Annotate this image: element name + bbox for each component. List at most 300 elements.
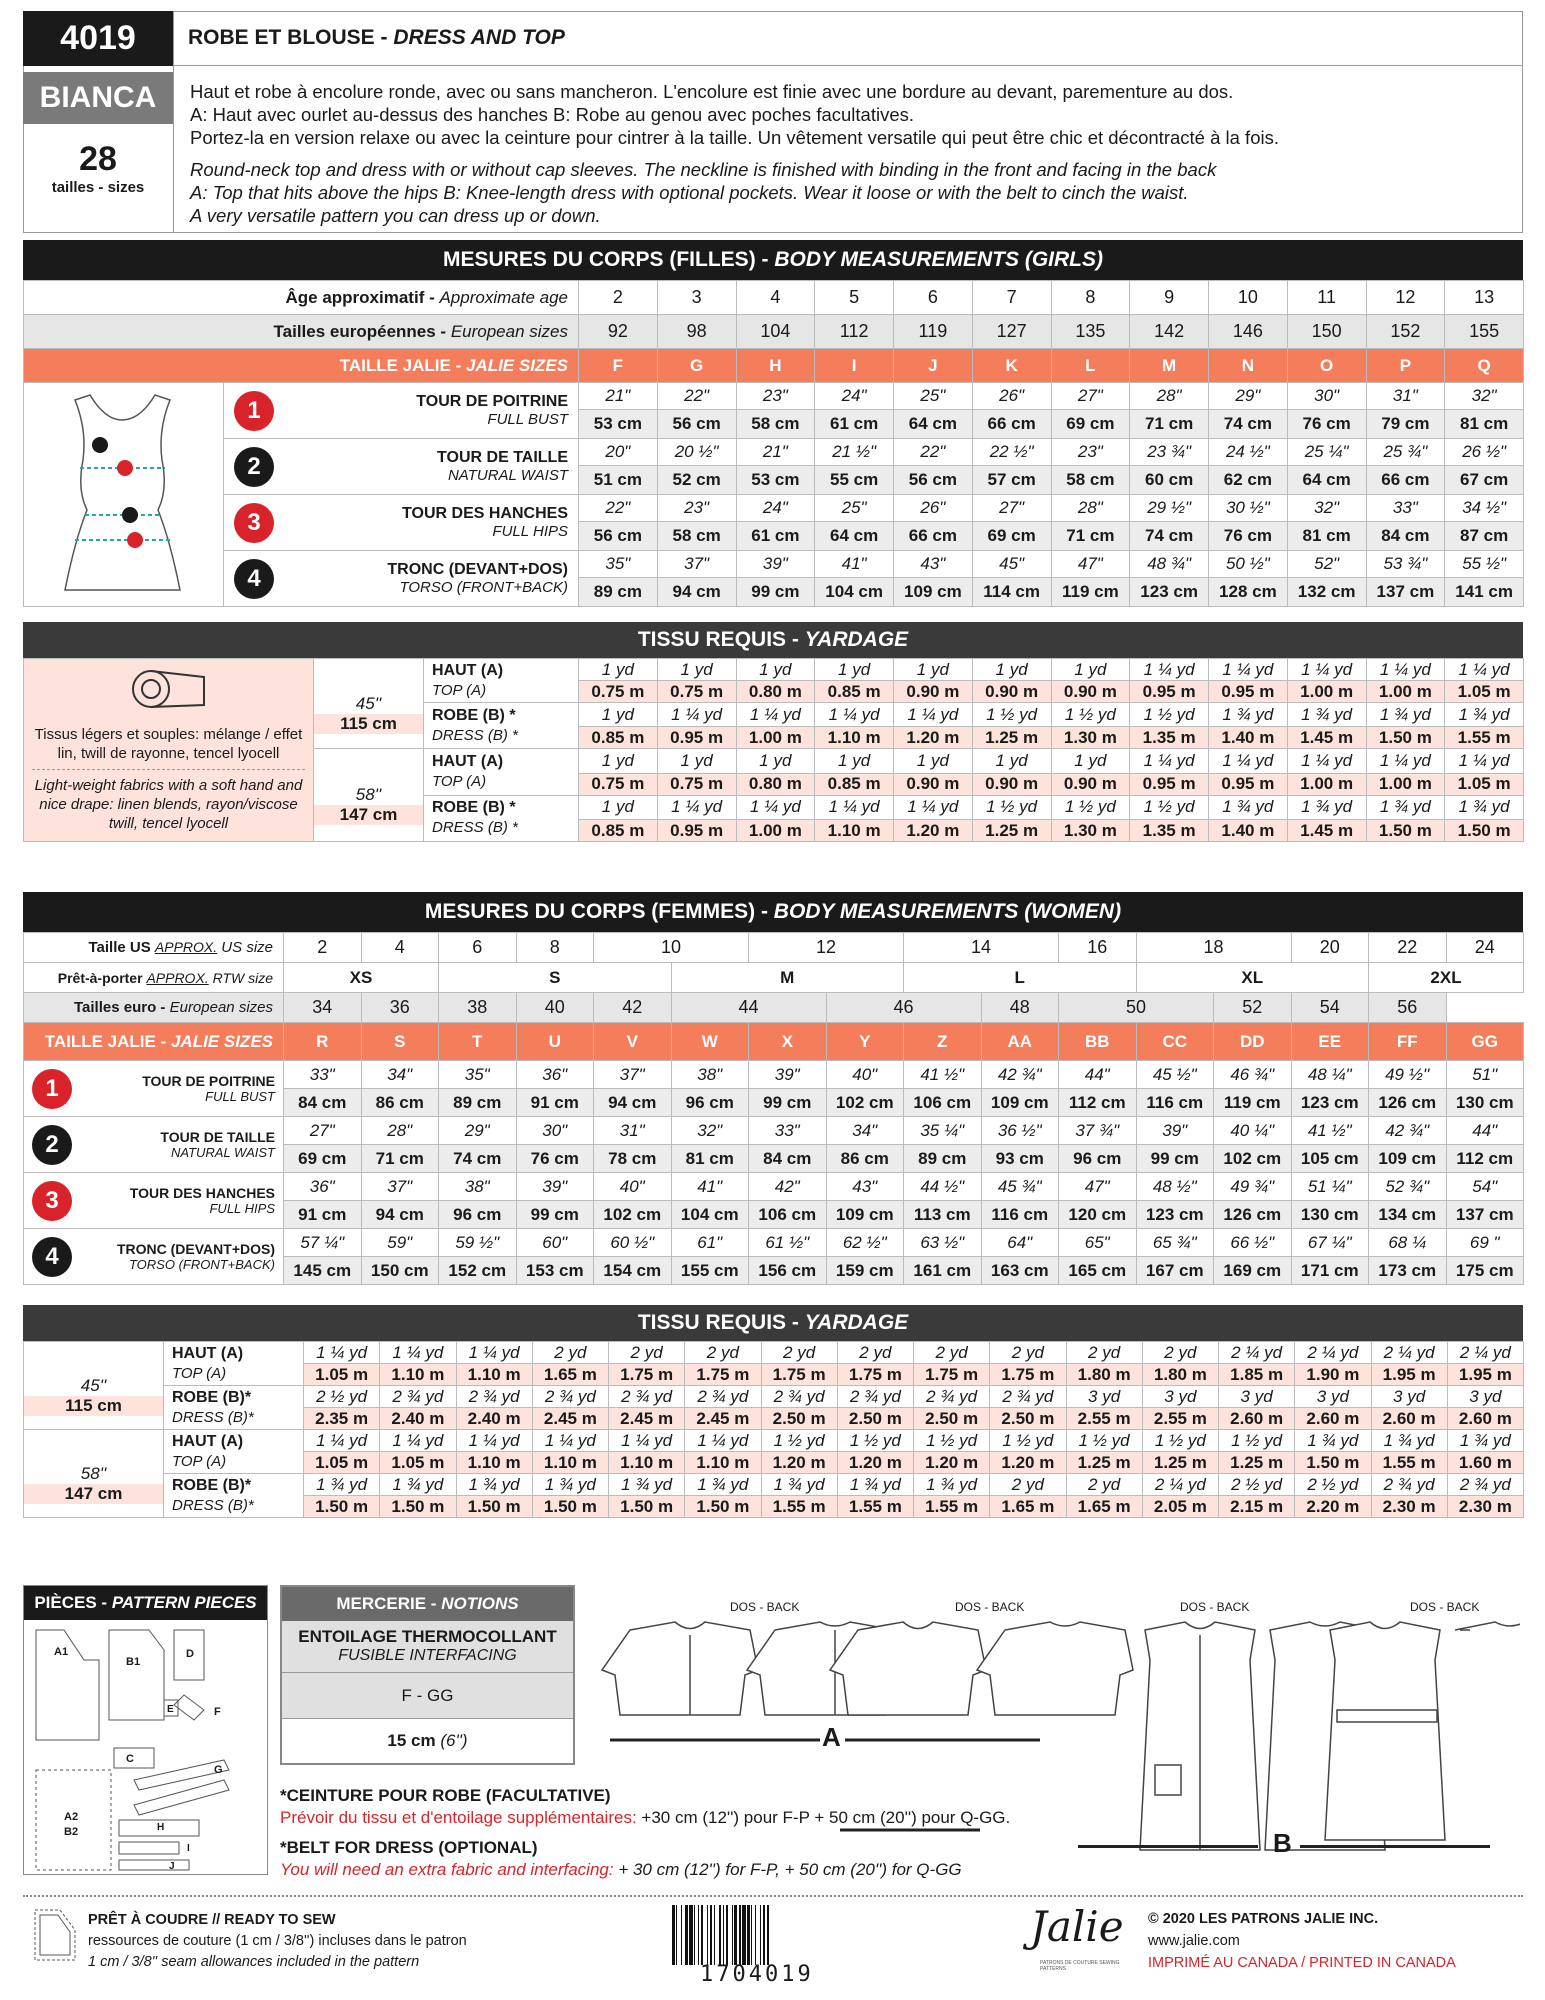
imperial-value: 41 ½" <box>904 1061 982 1089</box>
metric-value: 64 cm <box>894 410 973 439</box>
yardage-metric: 1.90 m <box>1295 1364 1371 1386</box>
metric-value: 141 cm <box>1445 578 1524 607</box>
metric-value: 112 cm <box>1446 1145 1524 1173</box>
us-label-fr: Taille US <box>88 939 155 956</box>
euro-size: 135 <box>1051 315 1130 349</box>
metric-value: 76 cm <box>1209 522 1288 551</box>
metric-value: 169 cm <box>1214 1257 1292 1285</box>
yardage-imperial: 1 ¾ yd <box>914 1474 990 1496</box>
jalie-size: Z <box>904 1023 982 1061</box>
width-inches: 45'' <box>355 693 382 713</box>
imperial-value: 54" <box>1446 1173 1524 1201</box>
euro-size: 146 <box>1209 315 1288 349</box>
jalie-size: I <box>815 349 894 383</box>
yardage-imperial: 1 ¼ yd <box>815 795 894 819</box>
metric-value: 69 cm <box>972 522 1051 551</box>
imperial-value: 25" <box>894 383 973 410</box>
jalie-size: GG <box>1446 1023 1524 1061</box>
metric-value: 159 cm <box>826 1257 904 1285</box>
yardage-metric: 1.10 m <box>532 1452 608 1474</box>
yardage-imperial: 1 yd <box>1051 659 1130 681</box>
jalie-size: S <box>361 1023 439 1061</box>
yardage-metric: 1.60 m <box>1447 1452 1523 1474</box>
metric-value: 102 cm <box>826 1089 904 1117</box>
imperial-value: 30 ½" <box>1209 495 1288 522</box>
metric-value: 74 cm <box>439 1145 517 1173</box>
yardage-metric: 1.20 m <box>761 1452 837 1474</box>
yardage-metric: 1.40 m <box>1209 820 1288 842</box>
metric-value: 116 cm <box>1136 1089 1214 1117</box>
metric-value: 152 cm <box>439 1257 517 1285</box>
rtw-label-en: RTW size <box>208 969 273 986</box>
yardage-imperial: 1 ¾ yd <box>837 1474 913 1496</box>
imperial-value: 21" <box>579 383 658 410</box>
euro-size: 112 <box>815 315 894 349</box>
metric-value: 96 cm <box>1059 1145 1137 1173</box>
yardage-metric: 2.55 m <box>1142 1408 1218 1430</box>
imperial-value: 52" <box>1287 551 1366 578</box>
garment-en: DRESS (B) * <box>432 726 518 744</box>
metric-value: 66 cm <box>894 522 973 551</box>
yardage-imperial: 1 ¼ yd <box>380 1342 456 1364</box>
imperial-value: 66 ½" <box>1214 1229 1292 1257</box>
yardage-metric: 1.35 m <box>1130 727 1209 749</box>
metric-value: 76 cm <box>516 1145 594 1173</box>
euro-size: 92 <box>579 315 658 349</box>
piece-label: G <box>214 1764 223 1776</box>
width-cm: 147 cm <box>314 805 423 825</box>
copyright: © 2020 LES PATRONS JALIE INC. <box>1148 1911 1379 1927</box>
metric-value: 56 cm <box>579 522 658 551</box>
interfacing-en: FUSIBLE INTERFACING <box>338 1647 517 1664</box>
yardage-metric: 0.95 m <box>1209 681 1288 703</box>
jalie-label-fr: TAILLE JALIE - <box>44 1031 171 1051</box>
yardage-metric: 1.20 m <box>914 1452 990 1474</box>
garment-fr: ROBE (B)* <box>172 1476 252 1494</box>
yardage-imperial: 2 ¾ yd <box>914 1386 990 1408</box>
description-fr <box>190 80 1279 149</box>
yardage-imperial: 2 yd <box>837 1342 913 1364</box>
yardage-metric: 0.95 m <box>657 727 736 749</box>
measure-text <box>387 561 568 596</box>
metric-value: 74 cm <box>1130 522 1209 551</box>
euro-size: 42 <box>594 993 672 1023</box>
metric-value: 61 cm <box>736 522 815 551</box>
imperial-value: 28" <box>1130 383 1209 410</box>
yardage-imperial: 1 ¾ yd <box>1287 703 1366 727</box>
yardage-imperial: 3 yd <box>1447 1386 1523 1408</box>
imperial-value: 33" <box>749 1117 827 1145</box>
imperial-value: 61 ½" <box>749 1229 827 1257</box>
imperial-value: 47" <box>1059 1173 1137 1201</box>
metric-value: 173 cm <box>1369 1257 1447 1285</box>
jalie-size: AA <box>981 1023 1059 1061</box>
yardage-imperial: 1 ¼ yd <box>815 703 894 727</box>
women-yardage-title <box>23 1305 1523 1341</box>
yardage-metric: 2.40 m <box>456 1408 532 1430</box>
interfacing-fr: ENTOILAGE THERMOCOLLANT <box>298 1627 557 1646</box>
imperial-value: 32" <box>1287 495 1366 522</box>
imperial-value: 25 ¼" <box>1287 439 1366 466</box>
piece-label: D <box>186 1648 194 1660</box>
metric-value: 89 cm <box>439 1089 517 1117</box>
width-cm: 147 cm <box>24 1484 163 1504</box>
yardage-metric: 1.25 m <box>972 820 1051 842</box>
euro-row <box>24 315 1524 349</box>
yardage-metric: 1.50 m <box>1366 820 1445 842</box>
yardage-imperial: 1 ½ yd <box>914 1430 990 1452</box>
imperial-value: 33" <box>284 1061 362 1089</box>
garment-en: TOP (A) <box>172 1364 227 1382</box>
age-label <box>24 281 579 315</box>
yardage-metric: 1.20 m <box>837 1452 913 1474</box>
yardage-metric: 2.40 m <box>380 1408 456 1430</box>
imperial-value: 43" <box>826 1173 904 1201</box>
yardage-imperial: 2 yd <box>990 1342 1066 1364</box>
seam-icon <box>30 1905 80 1965</box>
yardage-metric: 1.75 m <box>837 1364 913 1386</box>
metric-value: 154 cm <box>594 1257 672 1285</box>
imperial-value: 40 ¼" <box>1214 1117 1292 1145</box>
yardage-metric: 1.25 m <box>1219 1452 1295 1474</box>
metric-value: 52 cm <box>657 466 736 495</box>
piece-label: H <box>157 1822 165 1833</box>
pieces-title-en: PATTERN PIECES <box>111 1593 257 1612</box>
seam-fr: ressources de couture (1 cm / 3/8'') incluses dans le patron <box>88 1933 467 1949</box>
fabric-width-cell <box>314 659 424 749</box>
metric-value: 112 cm <box>1059 1089 1137 1117</box>
imperial-value: 23" <box>657 495 736 522</box>
imperial-value: 47" <box>1051 551 1130 578</box>
imperial-value: 28" <box>361 1117 439 1145</box>
yardage-imperial: 1 ¼ yd <box>1287 749 1366 773</box>
jalie-size: K <box>972 349 1051 383</box>
yardage-imperial: 3 yd <box>1371 1386 1447 1408</box>
metric-value: 175 cm <box>1446 1257 1524 1285</box>
imperial-value: 64" <box>981 1229 1059 1257</box>
yardage-imperial: 2 ¾ yd <box>1371 1474 1447 1496</box>
yardage-metric: 1.50 m <box>532 1496 608 1518</box>
imperial-value: 20 ½" <box>657 439 736 466</box>
metric-value: 76 cm <box>1287 410 1366 439</box>
width-inches: 58'' <box>80 1463 107 1483</box>
imperial-value: 32" <box>1445 383 1524 410</box>
interfacing-sizes: F - GG <box>282 1673 573 1719</box>
yardage-imperial: 1 ¾ yd <box>456 1474 532 1496</box>
yardage-imperial: 1 yd <box>579 749 658 773</box>
yardage-imperial: 1 ½ yd <box>1219 1430 1295 1452</box>
garment-label <box>424 659 579 703</box>
ready-fr: PRÊT À COUDRE // <box>88 1912 225 1928</box>
imperial-value: 21" <box>736 439 815 466</box>
euro-label-fr: Tailles européennes - <box>273 321 451 341</box>
yardage-imperial: 1 ¾ yd <box>1445 703 1524 727</box>
yardage-row <box>24 1430 1524 1452</box>
metric-value: 64 cm <box>815 522 894 551</box>
jalie-size: CC <box>1136 1023 1214 1061</box>
metric-value: 84 cm <box>284 1089 362 1117</box>
age-value: 12 <box>1366 281 1445 315</box>
measure-label <box>224 551 579 607</box>
yardage-imperial: 1 yd <box>736 659 815 681</box>
yardage-imperial: 2 ¼ yd <box>1142 1474 1218 1496</box>
measure-label <box>224 495 579 551</box>
imperial-value: 24" <box>736 495 815 522</box>
euro-size: 40 <box>516 993 594 1023</box>
section-title-en: BODY MEASUREMENTS (GIRLS) <box>774 248 1103 271</box>
imperial-value: 53 ¾" <box>1366 551 1445 578</box>
metric-value: 64 cm <box>1287 466 1366 495</box>
imperial-value: 61" <box>671 1229 749 1257</box>
euro-label <box>24 993 284 1023</box>
width-cm: 115 cm <box>24 1396 163 1416</box>
garment-fr: HAUT (A) <box>432 752 504 770</box>
pieces-title-fr: PIÈCES - <box>34 1593 112 1612</box>
measure-name-fr: TOUR DE POITRINE <box>142 1073 275 1089</box>
yardage-imperial: 2 yd <box>914 1342 990 1364</box>
imperial-value: 63 ½" <box>904 1229 982 1257</box>
garment-fr: HAUT (A) <box>432 661 504 679</box>
desc-fr-line: Portez-la en version relaxe ou avec la ceinture pour cintrer à la taille. Un vêtement versatile qui peut être chic et décontracté à la fois. <box>190 127 1279 148</box>
yardage-metric: 0.90 m <box>1051 773 1130 795</box>
metric-value: 134 cm <box>1369 1201 1447 1229</box>
yardage-imperial: 1 ¼ yd <box>1209 749 1288 773</box>
imperial-value: 68 ¼ <box>1369 1229 1447 1257</box>
yardage-metric: 2.35 m <box>304 1408 380 1430</box>
yardage-metric: 0.75 m <box>657 681 736 703</box>
metric-value: 163 cm <box>981 1257 1059 1285</box>
metric-value: 61 cm <box>815 410 894 439</box>
yardage-metric: 2.50 m <box>761 1408 837 1430</box>
age-value: 13 <box>1445 281 1524 315</box>
age-value: 6 <box>894 281 973 315</box>
imperial-value: 25" <box>815 495 894 522</box>
metric-value: 55 cm <box>815 466 894 495</box>
age-row <box>24 281 1524 315</box>
euro-size: 36 <box>361 993 439 1023</box>
euro-label-en: European sizes <box>450 321 568 341</box>
age-value: 10 <box>1209 281 1288 315</box>
measure-name-fr: TOUR DE TAILLE <box>437 449 568 466</box>
garment-label <box>424 703 579 749</box>
measure-label <box>24 1061 284 1117</box>
belt-extra-fr: Prévoir du tissu et d'entoilage supplémentaires: <box>280 1808 637 1827</box>
imperial-value: 39" <box>736 551 815 578</box>
metric-value: 86 cm <box>361 1089 439 1117</box>
garment-en: TOP (A) <box>172 1452 227 1470</box>
jalie-label-en: JALIE SIZES <box>465 355 568 375</box>
imperial-value: 26" <box>894 495 973 522</box>
garment-label <box>164 1474 304 1518</box>
back-label-b2: DOS - BACK <box>1410 1600 1480 1614</box>
euro-size: 104 <box>736 315 815 349</box>
measure-row <box>24 551 1524 578</box>
imperial-value: 38" <box>439 1173 517 1201</box>
age-value: 5 <box>815 281 894 315</box>
us-size: 22 <box>1369 933 1447 963</box>
age-label-en: Approximate age <box>439 287 568 307</box>
yardage-metric: 1.20 m <box>894 820 973 842</box>
piece-label: C <box>126 1753 134 1765</box>
yardage-imperial: 1 yd <box>972 749 1051 773</box>
yardage-metric: 2.55 m <box>1066 1408 1142 1430</box>
imperial-value: 45" <box>972 551 1051 578</box>
measure-label <box>24 1117 284 1173</box>
euro-size: 98 <box>657 315 736 349</box>
metric-value: 123 cm <box>1130 578 1209 607</box>
imperial-value: 36" <box>284 1173 362 1201</box>
desc-en-line: A very versatile pattern you can dress up or down. <box>190 205 601 226</box>
garment-label <box>164 1430 304 1474</box>
jalie-size: L <box>1051 349 1130 383</box>
measure-name-en: FULL BUST <box>487 411 568 428</box>
metric-value: 102 cm <box>594 1201 672 1229</box>
measure-name-fr: TOUR DE POITRINE <box>416 393 568 410</box>
yardage-imperial: 2 yd <box>685 1342 761 1364</box>
yardage-imperial: 1 yd <box>736 749 815 773</box>
measure-name-en: FULL HIPS <box>492 523 568 540</box>
metric-value: 89 cm <box>579 578 658 607</box>
measure-name-en: TORSO (FRONT+BACK) <box>399 579 568 596</box>
euro-size: 119 <box>894 315 973 349</box>
metric-value: 109 cm <box>981 1089 1059 1117</box>
euro-label-en: European sizes <box>169 999 273 1016</box>
imperial-value: 48 ½" <box>1136 1173 1214 1201</box>
notions-title-fr: MERCERIE - <box>336 1594 442 1613</box>
yardage-metric: 0.90 m <box>972 773 1051 795</box>
yardage-metric: 1.95 m <box>1447 1364 1523 1386</box>
metric-value: 96 cm <box>671 1089 749 1117</box>
rtw-size: M <box>671 963 904 993</box>
measure-number-icon: 1 <box>32 1069 72 1109</box>
imperial-value: 27" <box>1051 383 1130 410</box>
metric-value: 99 cm <box>516 1201 594 1229</box>
euro-label-fr: Tailles euro - <box>74 999 170 1016</box>
age-value: 2 <box>579 281 658 315</box>
title-en: DRESS AND TOP <box>393 26 565 49</box>
yardage-metric: 2.30 m <box>1447 1496 1523 1518</box>
yardage-metric: 0.85 m <box>815 773 894 795</box>
measure-text <box>416 393 568 428</box>
us-size: 12 <box>749 933 904 963</box>
euro-size: 56 <box>1369 993 1447 1023</box>
yardage-imperial: 2 yd <box>532 1342 608 1364</box>
copyright-block <box>1148 1908 1456 1974</box>
euro-size: 44 <box>671 993 826 1023</box>
desc-en-line: A: Top that hits above the hips B: Knee-length dress with optional pockets. Wear it loose or with the belt to cinch the waist. <box>190 182 1189 203</box>
metric-value: 119 cm <box>1214 1089 1292 1117</box>
metric-value: 116 cm <box>981 1201 1059 1229</box>
yardage-imperial: 2 ¾ yd <box>380 1386 456 1408</box>
metric-value: 130 cm <box>1291 1201 1369 1229</box>
imperial-value: 22" <box>657 383 736 410</box>
garment-fr: ROBE (B)* <box>172 1388 252 1406</box>
yardage-imperial: 1 ¾ yd <box>761 1474 837 1496</box>
metric-value: 89 cm <box>904 1145 982 1173</box>
yardage-imperial: 1 ¼ yd <box>1209 659 1288 681</box>
yardage-imperial: 1 ¾ yd <box>1366 795 1445 819</box>
measure-label-wrap <box>234 559 568 599</box>
yardage-metric: 1.75 m <box>990 1364 1066 1386</box>
yardage-metric: 2.45 m <box>685 1408 761 1430</box>
yardage-metric: 0.75 m <box>579 773 658 795</box>
yardage-imperial: 3 yd <box>1066 1386 1142 1408</box>
metric-value: 161 cm <box>904 1257 982 1285</box>
yardage-metric: 1.20 m <box>894 727 973 749</box>
fabric-desc-fr: Tissus légers et souples: mélange / effet lin, twill de rayonne, tencel lyocell <box>34 726 303 762</box>
yardage-imperial: 1 ¾ yd <box>1366 703 1445 727</box>
jalie-size: V <box>594 1023 672 1061</box>
yardage-imperial: 2 ½ yd <box>1219 1474 1295 1496</box>
yardage-imperial: 1 ¼ yd <box>304 1430 380 1452</box>
yardage-metric: 1.00 m <box>1366 681 1445 703</box>
imperial-value: 29" <box>1209 383 1288 410</box>
metric-value: 86 cm <box>826 1145 904 1173</box>
yardage-imperial: 1 ¼ yd <box>456 1430 532 1452</box>
yardage-metric: 1.55 m <box>837 1496 913 1518</box>
yardage-imperial: 1 ¼ yd <box>532 1430 608 1452</box>
imperial-value: 23" <box>736 383 815 410</box>
yardage-imperial: 1 ¾ yd <box>1209 703 1288 727</box>
imperial-value: 26 ½" <box>1445 439 1524 466</box>
yardage-metric: 1.55 m <box>1371 1452 1447 1474</box>
yardage-metric: 0.85 m <box>579 727 658 749</box>
section-title-en: BODY MEASUREMENTS (WOMEN) <box>773 900 1122 923</box>
yardage-imperial: 2 yd <box>1066 1342 1142 1364</box>
title-fr: ROBE ET BLOUSE - <box>188 26 394 49</box>
garment-en: DRESS (B)* <box>172 1496 254 1514</box>
yardage-metric: 1.05 m <box>1445 681 1524 703</box>
imperial-value: 37" <box>361 1173 439 1201</box>
rtw-size: XS <box>284 963 439 993</box>
yardage-metric: 2.20 m <box>1295 1496 1371 1518</box>
measure-row <box>24 1173 1524 1201</box>
metric-value: 119 cm <box>1051 578 1130 607</box>
measure-number-icon: 1 <box>234 391 274 431</box>
yardage-metric: 2.60 m <box>1447 1408 1523 1430</box>
measure-label-wrap <box>234 503 568 543</box>
yardage-imperial: 1 ¼ yd <box>456 1342 532 1364</box>
yardage-imperial: 2 yd <box>609 1342 685 1364</box>
yardage-metric: 1.10 m <box>456 1452 532 1474</box>
imperial-value: 34" <box>361 1061 439 1089</box>
garment-label <box>164 1386 304 1430</box>
imperial-value: 59" <box>361 1229 439 1257</box>
imperial-value: 27" <box>284 1117 362 1145</box>
measure-name-fr: TRONC (DEVANT+DOS) <box>387 561 568 578</box>
yardage-imperial: 3 yd <box>1295 1386 1371 1408</box>
euro-size: 34 <box>284 993 362 1023</box>
imperial-value: 22" <box>579 495 658 522</box>
yardage-row <box>24 1474 1524 1496</box>
us-size-row <box>24 933 1524 963</box>
imperial-value: 35 ¼" <box>904 1117 982 1145</box>
yardage-imperial: 2 ¾ yd <box>761 1386 837 1408</box>
piece-label: A2 <box>64 1811 79 1823</box>
measure-name-en: FULL HIPS <box>209 1201 275 1216</box>
yardage-imperial: 1 ¾ yd <box>1371 1430 1447 1452</box>
metric-value: 109 cm <box>1369 1145 1447 1173</box>
fabric-info-cell <box>24 659 314 842</box>
metric-value: 53 cm <box>579 410 658 439</box>
yardage-imperial: 3 yd <box>1142 1386 1218 1408</box>
yardage-metric: 0.90 m <box>1051 681 1130 703</box>
yardage-metric: 1.50 m <box>685 1496 761 1518</box>
imperial-value: 39" <box>1136 1117 1214 1145</box>
imperial-value: 65 ¾" <box>1136 1229 1214 1257</box>
metric-value: 145 cm <box>284 1257 362 1285</box>
age-value: 4 <box>736 281 815 315</box>
